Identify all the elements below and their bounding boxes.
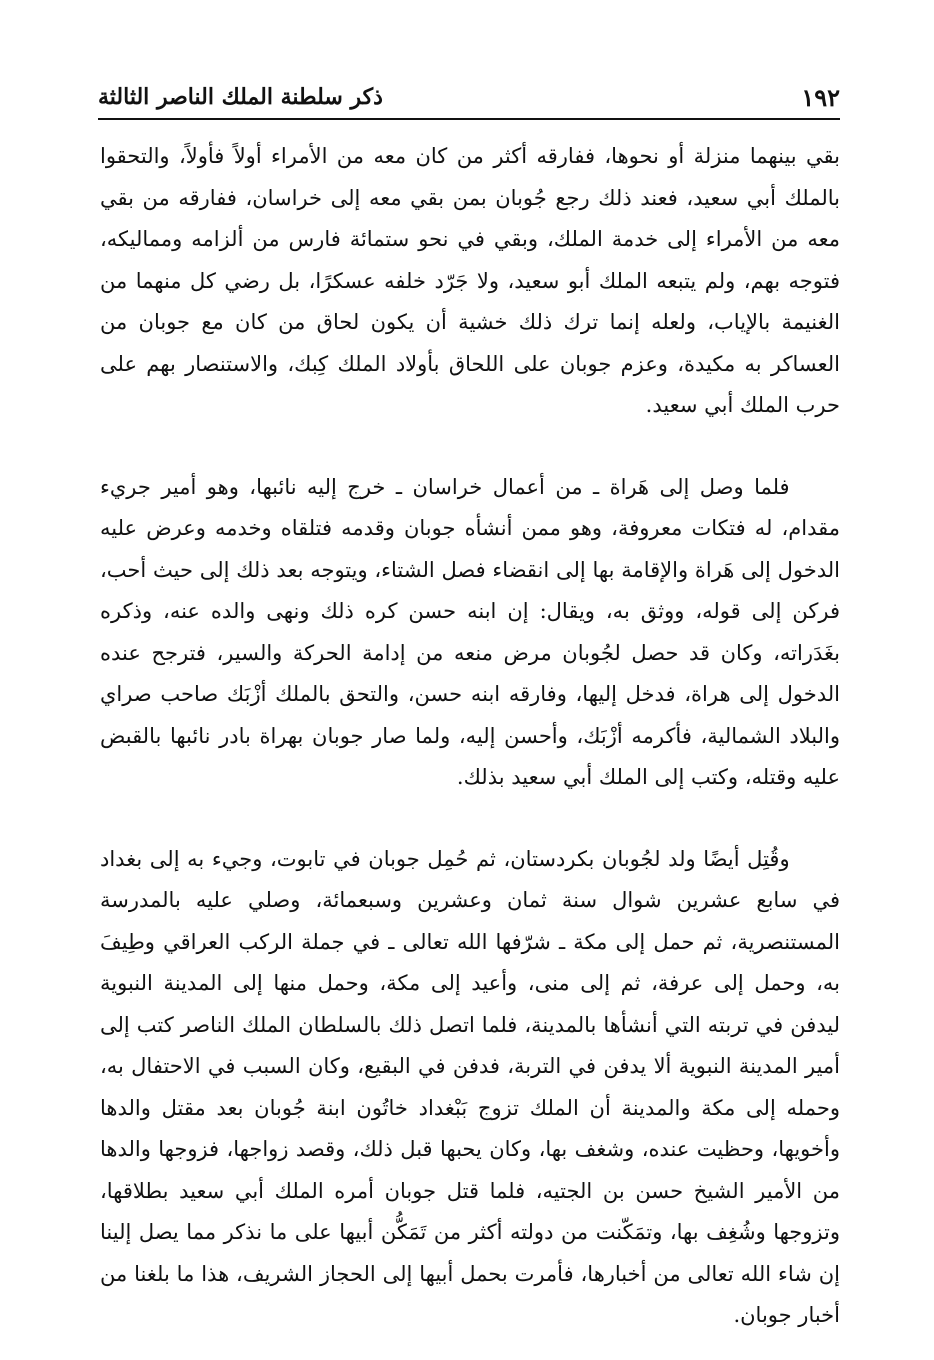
paragraph-1: بقي بينهما منزلة أو نحوها، ففارقه أكثر من كان معه من الأمراء أولاً فأولاً، والتحقوا بالملك أبي سعيد، فعند ذلك رجع جُوبان بمن بقي معه إلى خراسان، ففارقه من بقي معه من الأمراء إلى خدمة الملك، وبقي في نحو ستمائة فارس من ألزامه ومماليكه، فتوجه بهم، ولم يتبعه الملك أبو سعيد، ولا جَرّد خلفه عسكرًا، بل رضي كل منهما من الغنيمة بالإياب، ولعله إنما ترك ذلك خشية أن يكون لحاق من كان مع جوبان من العساكر به مكيدة، وعزم جوبان على اللحاق بأولاد الملك كِبك، والاستنصار بهم على حرب الملك أبي سعيد.: [100, 144, 840, 417]
page-body: [100, 136, 840, 1337]
header-rule: [98, 118, 840, 120]
paragraph-2: فلما وصل إلى هَراة ـ من أعمال خراسان ـ خرج إليه نائبها، وهو أمير جريء مقدام، له فتكات معروفة، وهو ممن أنشأه جوبان وقدمه فتلقاه وخدمه وعرض عليه الدخول إلى هَراة والإقامة بها إلى انقضاء فصل الشتاء، ويتوجه بعد ذلك إلى حيث أحب، فركن إلى قوله، ووثق به، ويقال: إن ابنه حسن كره ذلك ونهى والده عنه، وذكره بغَدَراته، وكان قد حصل لجُوبان مرض منعه من إدامة الحركة والسير، فترجح عنده الدخول إلى هراة، فدخل إليها، وفارقه ابنه حسن، والتحق بالملك أزْبَك صاحب صراي والبلاد الشمالية، فأكرمه أزْبَك، وأحسن إليه، ولما صار جوبان بهراة بادر نائبها بالقبض عليه وقتله، وكتب إلى الملك أبي سعيد بذلك.: [100, 474, 840, 789]
page-number: ١٩٢: [801, 82, 840, 112]
running-title: ذكر سلطنة الملك الناصر الثالثة: [98, 84, 383, 110]
page-header: [98, 82, 840, 112]
paragraph-3: وقُتِل أيضًا ولد لجُوبان بكردستان، ثم حُمِل جوبان في تابوت، وجيء به إلى بغداد في سابع عشرين شوال سنة ثمان وعشرين وسبعمائة، وصلي عليه بالمدرسة المستنصرية، ثم حمل إلى مكة ـ شرّفها الله تعالى ـ في جملة الركب العراقي وطِيفَ به، وحمل إلى عرفة، ثم إلى منى، وأعيد إلى مكة، وحمل منها إلى المدينة النبوية ليدفن في تربته التي أنشأها بالمدينة، فلما اتصل ذلك بالسلطان الملك الناصر كتب إلى أمير المدينة النبوية ألا يدفن في التربة، فدفن في البقيع، وكان السبب في الاحتفال به، وحمله إلى مكة والمدينة أن الملك تزوج بَبْغداد خاتُون ابنة جُوبان بعد مقتل والدها وأخويها، وحظيت عنده، وشغف بها، وكان يحبها قبل ذلك، وقصد زواجها، فزوجها والدها من الأمير الشيخ حسن بن الجتيه، فلما قتل جوبان أمره الملك أبي سعيد بطلاقها، وتزوجها وشُغِف بها، وتمَكّنت من دولته أكثر من تَمَكُّن أبيها على ما نذكر مما يصل إلينا إن شاء الله تعالى من أخبارها، فأمرت بحمل أبيها إلى الحجاز الشريف، هذا ما بلغنا من أخبار جوبان.: [100, 846, 840, 1327]
